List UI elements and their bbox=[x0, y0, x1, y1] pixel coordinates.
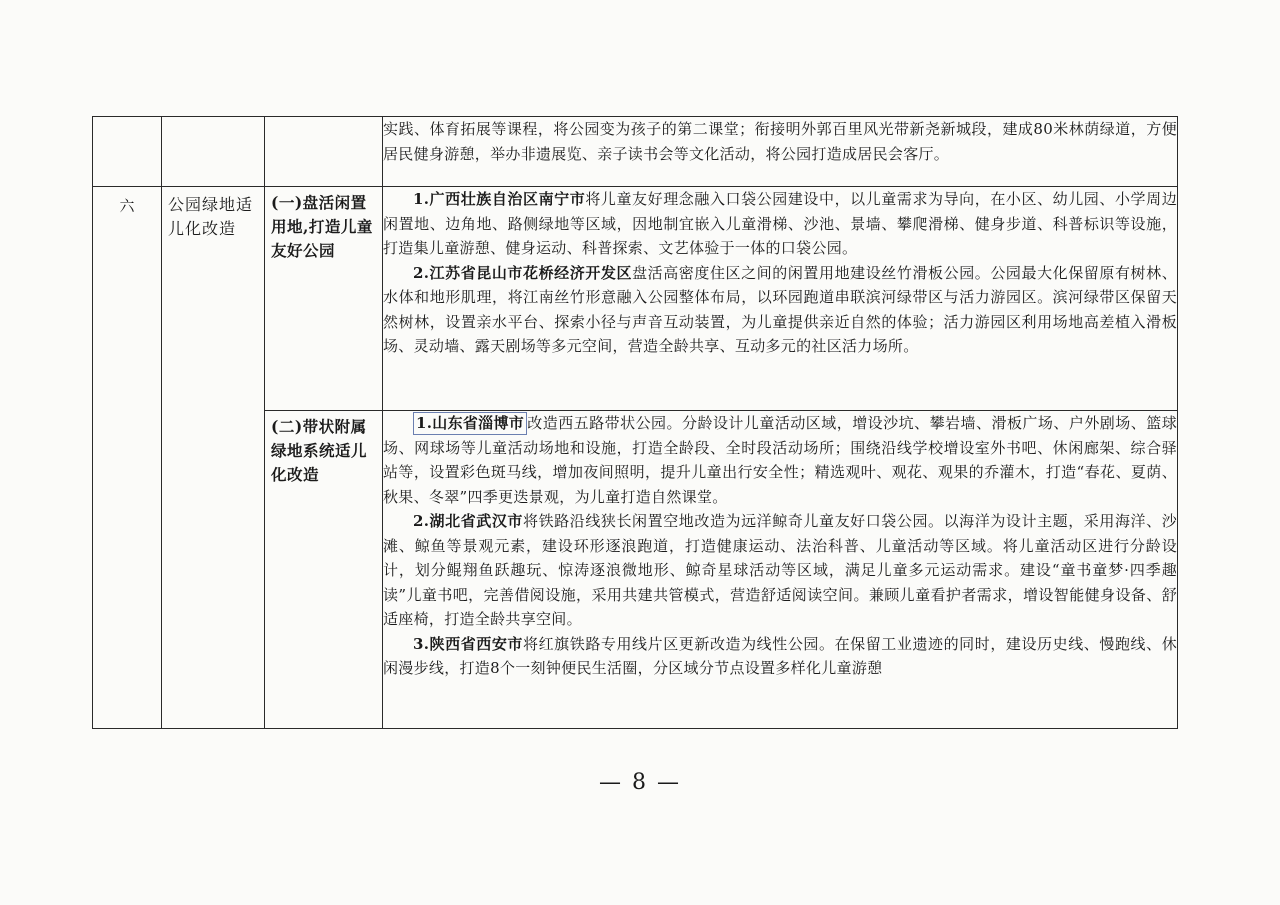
category-cell bbox=[162, 187, 265, 729]
subcategory-title: (二)带状附属绿地系统适儿化改造 bbox=[271, 417, 368, 484]
case-paragraph: 1.广西壮族自治区南宁市将儿童友好理念融入口袋公园建设中，以儿童需求为导向，在小区、幼儿园、小学周边闲置地、边角地、路侧绿地等区域，因地制宜嵌入儿童滑梯、沙池、景墙、攀爬滑梯、健身步道、科普标识等设施，打造集儿童游憩、健身运动、科普探索、文艺体验于一体的口袋公园。 bbox=[383, 190, 1177, 257]
case-paragraph: 1.山东省淄博市 改造西五路带状公园。分龄设计儿童活动区域，增设沙坑、攀岩墙、滑板广场、户外剧场、篮球场、网球场等儿童活动场地和设施，打造全龄段、全时段活动场所；围绕沿线学校增设室外书吧、休闲廊架、综合驿站等，设置彩色斑马线，增加夜间照明，提升儿童出行安全性；精选观叶、观花、观果的乔灌木，打造“春花、夏荫、秋果、冬翠”四季更迭景观，为儿童打造自然课堂。 bbox=[383, 414, 1177, 506]
page-number: — 8 — bbox=[599, 770, 681, 795]
continued-paragraph: 实践、体育拓展等课程，将公园变为孩子的第二课堂；衔接明外郭百里风光带新尧新城段，建成80米林荫绿道，方便居民健身游憩，举办非遗展览、亲子读书会等文化活动，将公园打造成居民会客厅。 bbox=[383, 120, 1177, 163]
subcategory-cell bbox=[265, 411, 383, 729]
table-row-continued bbox=[93, 117, 1178, 187]
case-paragraph: 2.湖北省武汉市将铁路沿线狭长闲置空地改造为远洋鲸奇儿童友好口袋公园。以海洋为设计主题，采用海洋、沙滩、鲸鱼等景观元素，建设环形逐浪跑道，打造健康运动、法治科普、儿童活动等区域。将儿童活动区进行分龄设计，划分鲲翔鱼跃趣玩、惊涛逐浪微地形、鲸奇星球活动等区域，满足儿童多元运动需求。建设“童书童梦·四季趣读”儿童书吧，完善借阅设施，采用共建共管模式，营造舒适阅读空间。兼顾儿童看护者需求，增设智能健身设备、舒适座椅，打造全龄共享空间。 bbox=[383, 512, 1177, 628]
row-number: 六 bbox=[119, 197, 135, 215]
category-cell bbox=[162, 117, 265, 187]
content-cell bbox=[383, 187, 1178, 411]
case-paragraph: 3.陕西省西安市将红旗铁路专用线片区更新改造为线性公园。在保留工业遗迹的同时，建设历史线、慢跑线、休闲漫步线，打造8个一刻钟便民生活圈，分区域分节点设置多样化儿童游憩 bbox=[383, 634, 1177, 677]
row-category: 公园绿地适儿化改造 bbox=[168, 195, 254, 238]
case-paragraph: 2.江苏省昆山市花桥经济开发区盘活高密度住区之间的闲置用地建设丝竹滑板公园。公园最大化保留原有树林、水体和地形肌理，将江南丝竹形意融入公园整体布局，以环园跑道串联滨河绿带区与活力游园区。滨河绿带区保留天然树林，设置亲水平台、探索小径与声音互动装置，为儿童提供亲近自然的体验；活力游园区利用场地高差植入滑板场、灵动墙、露天剧场等多元空间，营造全龄共享、互动多元的社区活力场所。 bbox=[383, 263, 1177, 355]
case-city: 陕西省西安市 bbox=[429, 634, 524, 653]
number-cell bbox=[93, 187, 162, 729]
subcategory-cell bbox=[265, 117, 383, 187]
content-cell bbox=[383, 117, 1178, 187]
case-city: 山东省淄博市 bbox=[432, 414, 525, 432]
number-cell bbox=[93, 117, 162, 187]
subcategory-cell bbox=[265, 187, 383, 411]
case-city: 江苏省昆山市花桥经济开发区 bbox=[429, 263, 633, 282]
policy-table bbox=[92, 116, 1178, 729]
highlight-box: 1.山东省淄博市 bbox=[413, 412, 527, 435]
subcategory-title: (一)盘活闲置用地,打造儿童友好公园 bbox=[271, 193, 373, 260]
content-cell bbox=[383, 411, 1178, 729]
case-city: 湖北省武汉市 bbox=[429, 512, 524, 530]
table-row-six bbox=[93, 187, 1178, 411]
case-city: 广西壮族自治区南宁市 bbox=[429, 190, 586, 208]
